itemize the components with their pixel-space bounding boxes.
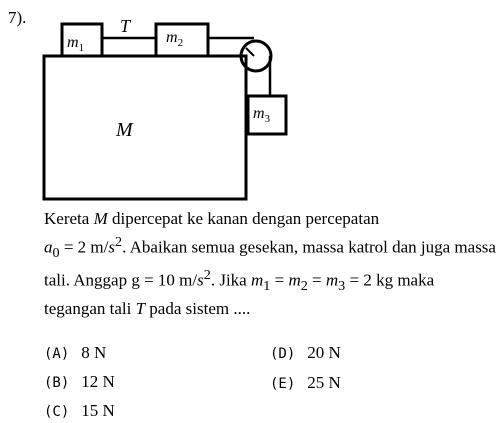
physics-diagram <box>0 0 500 210</box>
option-e[interactable]: (E) 25 N <box>270 373 341 392</box>
option-a[interactable]: (A) 8 N <box>44 343 107 362</box>
option-b[interactable]: (B) 12 N <box>44 372 115 391</box>
option-c[interactable]: (C) 15 N <box>44 401 115 420</box>
label-T: T <box>120 16 131 36</box>
label-m3: $m_3$ <box>253 105 271 125</box>
question-text: Kereta M dipercepat ke kanan dengan percepatan $a_0 = 2$ $m/s^2$. Abaikan semua gesekan, massa katrol dan juga massa tali. Anggap g = 10 $m/s^2$. Jika $m_1 = m_2 = m_3 = 2$ kg maka tegangan tali T pada sistem .... <box>44 209 496 318</box>
label-m1: $m_1$ <box>67 34 85 54</box>
cart-M <box>44 56 246 199</box>
label-M: M <box>116 119 133 141</box>
question-number: 7). <box>8 8 27 27</box>
label-m2: $m_2$ <box>166 29 184 49</box>
option-d[interactable]: (D) 20 N <box>270 343 341 362</box>
